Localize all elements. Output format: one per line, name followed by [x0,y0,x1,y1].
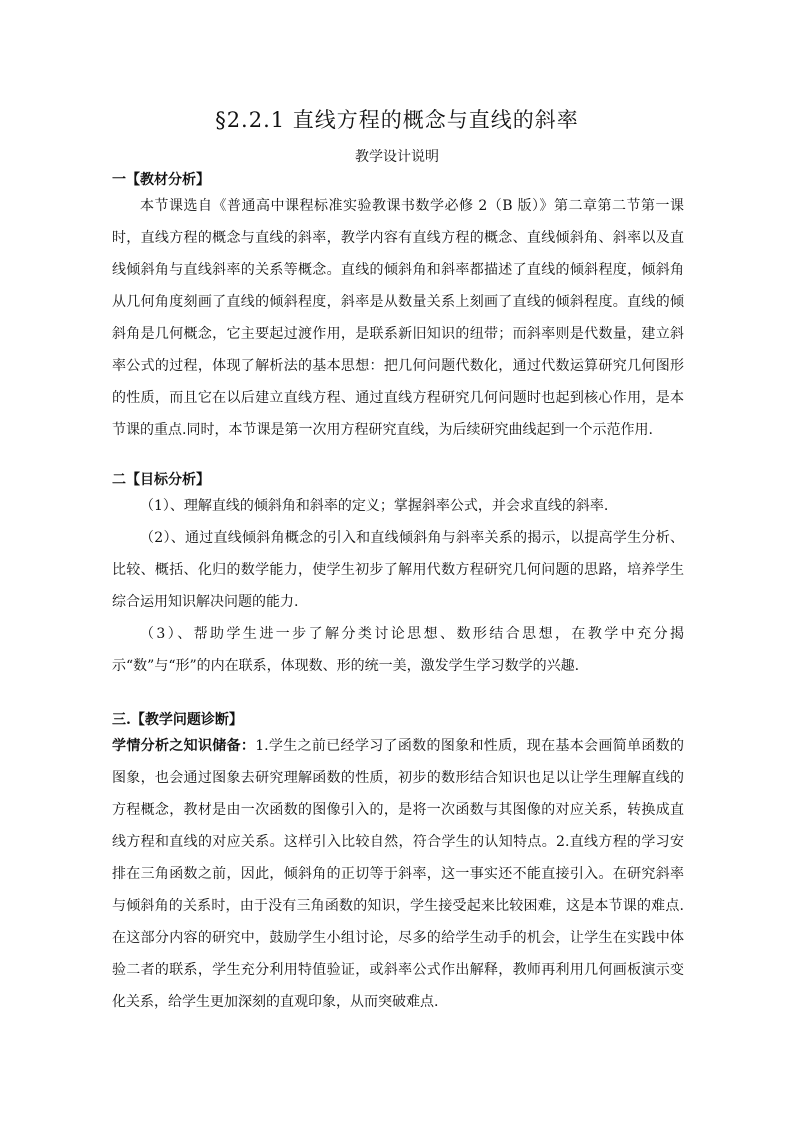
textbook-analysis-paragraph: 本节课选自《普通高中课程标准实验教课书数学必修 2（B 版）》第二章第二节第一课时，直线方程的概念与直线的斜率，教学内容有直线方程的概念、直线倾斜角、斜率以及直线倾斜角与直线斜率的关系等概念。直线的倾斜角和斜率都描述了直线的倾斜程度，倾斜角从几何角度刻画了直线的倾斜程度，斜率是从数量关系上刻画了直线的倾斜程度。直线的倾斜角是几何概念，它主要起过渡作用，是联系新旧知识的纽带；而斜率则是代数量，建立斜率公式的过程，体现了解析法的基本思想：把几何问题代数化，通过代数运算研究几何图形的性质，而且它在以后建立直线方程、通过直线方程研究几何问题时也起到核心作用，是本节课的重点.同时，本节课是第一次用方程研究直线，为后续研究曲线起到一个示范作用. [112,198,684,438]
section-heading-teaching-diagnosis: 三.【教学问题诊断】 [112,712,243,728]
knowledge-reserve-text: 1.学生之前已经学习了函数的图象和性质，现在基本会画简单函数的图象，也会通过图象去研究理解函数的性质，初步的数形结合知识也足以让学生理解直线的方程概念，教材是由一次函数的图像引入的，是将一次函数与其图像的对应关系，转换成直线方程和直线的对应关系。这样引入比较自然，符合学生的认知特点。2.直线方程的学习安排在三角函数之前，因此，倾斜角的正切等于斜率，这一事实还不能直接引入。在研究斜率与倾斜角的关系时，由于没有三角函数的知识，学生接受起来比较困难，这是本节课的难点.在这部分内容的研究中，鼓励学生小组讨论，尽多的给学生动手的机会，让学生在实践中体验二者的联系，学生充分利用特值验证，或斜率公式作出解释，教师再利用几何画板演示变化关系，给学生更加深刻的直观印象，从而突破难点. [112,738,685,1010]
section-heading-textbook-analysis: 一【教材分析】 [112,172,210,188]
teaching-diagnosis-paragraph [112,730,684,1018]
goal-item-2: （2）、通过直线倾斜角概念的引入和直线倾斜角与斜率关系的揭示，以提高学生分析、比较、概括、化归的数学能力，使学生初步了解用代数方程研究几何问题的思路，培养学生综合运用知识解决问题的能力. [112,530,684,610]
knowledge-reserve-lead: 学情分析之知识储备： [112,738,256,754]
document-title: §2.2.1 直线方程的概念与直线的斜率 [215,108,579,132]
teaching-diagnosis-body [112,730,684,1018]
goal-analysis-body [112,490,684,682]
textbook-analysis-body [112,190,684,446]
goal-item-1: （1）、理解直线的倾斜角和斜率的定义；掌握斜率公式，并会求直线的斜率. [140,498,609,514]
document-subtitle: 教学设计说明 [355,149,439,165]
section-heading-goal-analysis: 二【目标分析】 [112,472,210,488]
goal-item-3: （3）、帮助学生进一步了解分类讨论思想、数形结合思想，在教学中充分揭示“数”与“形”的内在联系，体现数、形的统一美，激发学生学习数学的兴趣. [112,626,684,674]
